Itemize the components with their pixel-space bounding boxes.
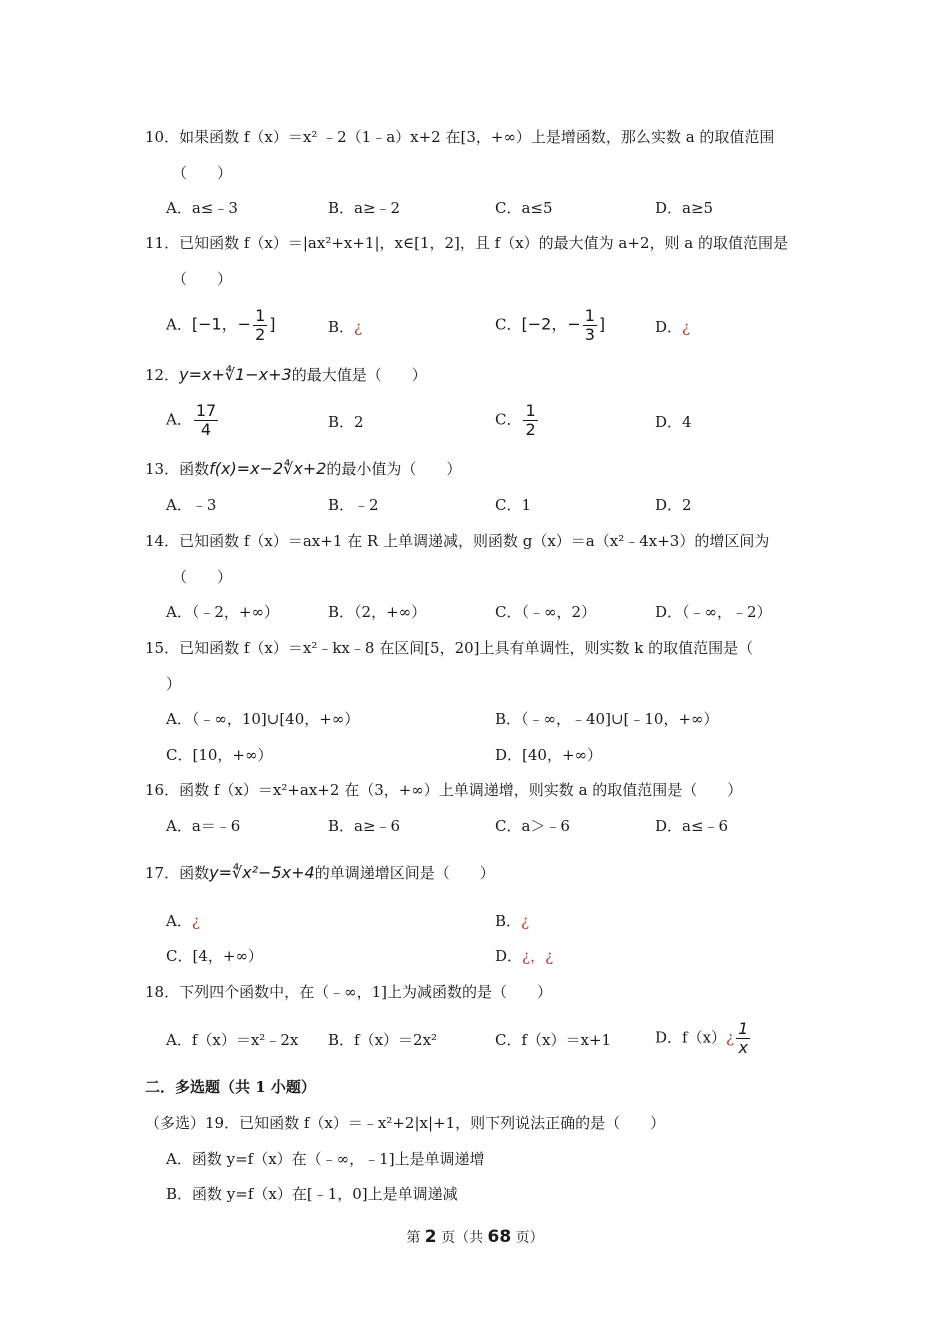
q12-option-c — [495, 402, 540, 439]
q12-option-a — [166, 402, 220, 439]
q17-option-d — [495, 946, 553, 966]
q18-option-d-label: D．f（x） — [655, 1028, 727, 1047]
q11-option-a-value: [−1，− — [191, 314, 252, 334]
q10-paren: （ ） — [172, 164, 233, 182]
q16-option-d: D．a≤﹣6 — [655, 817, 729, 835]
fraction-denominator: 2 — [525, 420, 536, 439]
fraction-denominator: 3 — [584, 325, 595, 344]
q15-option-c: C．[10，+∞） — [166, 746, 273, 764]
q11-option-a-label: A． — [166, 315, 192, 334]
q14-paren: （ ） — [172, 568, 233, 586]
footer-suffix: 页） — [515, 1230, 544, 1246]
q17-formula: y=∜x²−5x+4 — [209, 863, 315, 882]
q14-option-b: B．（2，+∞） — [328, 603, 427, 621]
q18-option-d-mark: ¿ — [726, 1028, 735, 1047]
q13-option-b: B．﹣2 — [328, 496, 379, 514]
q10-option-a: A．a≤﹣3 — [166, 199, 238, 217]
q19-stem: （多选）19．已知函数 f（x）＝﹣x²+2|x|+1，则下列说法正确的是（ ） — [145, 1114, 666, 1132]
q12-option-b: B．2 — [328, 413, 364, 431]
q13-formula: f(x)=x−2∜x+2 — [209, 459, 327, 478]
section-heading: 二．多选题（共 1 小题） — [145, 1078, 316, 1096]
q11-option-c-tail: ] — [598, 314, 606, 334]
q11-option-d-label: D． — [655, 318, 683, 336]
q13-stem — [145, 459, 461, 479]
q11-option-c-value: [−2，− — [521, 314, 581, 334]
q17-option-a-label: A． — [166, 912, 192, 930]
q15-option-d: D．[40，+∞） — [495, 746, 603, 764]
q18-option-b: B．f（x）＝2x² — [328, 1031, 438, 1049]
q17-option-a — [166, 911, 200, 931]
q13-stem-text: 的最小值为（ ） — [326, 460, 462, 478]
q12-option-d: D．4 — [655, 413, 692, 431]
q19-option-a: A．函数 y=f（x）在（﹣∞，﹣1]上是单调递增 — [166, 1150, 485, 1168]
q14-option-c: C．（﹣∞，2） — [495, 603, 597, 621]
q13-prefix: 13．函数 — [145, 460, 210, 478]
q12-stem-text: 的最大值是（ ） — [291, 366, 427, 384]
q12-option-c-fraction — [523, 402, 537, 439]
q13-option-a: A．﹣3 — [166, 496, 217, 514]
q11-option-b-label: B． — [328, 318, 355, 336]
q17-option-b-value: ¿ — [521, 912, 530, 930]
q11-option-a — [166, 307, 276, 344]
fraction-numerator: 1 — [525, 401, 536, 420]
q11-option-d — [655, 317, 690, 337]
footer-prefix: 第 — [406, 1230, 421, 1246]
q11-option-c-label: C． — [495, 315, 522, 334]
q17-option-b-label: B． — [495, 912, 522, 930]
q10-option-b: B．a≥﹣2 — [328, 199, 401, 217]
q13-option-c: C．1 — [495, 496, 532, 514]
q15-stem: 15．已知函数 f（x）＝x²﹣kx﹣8 在区间[5，20]上具有单调性，则实数 k 的取值范围是（ — [145, 639, 754, 657]
q15-option-a: A．（﹣∞，10]∪[40，+∞） — [166, 710, 360, 728]
q11-option-c-fraction — [583, 307, 597, 344]
q18-option-d-fraction — [736, 1020, 750, 1057]
q11-paren: （ ） — [172, 270, 233, 288]
q17-option-c: C．[4，+∞） — [166, 947, 263, 965]
fraction-denominator: 4 — [200, 420, 212, 439]
q15-paren: ） — [166, 675, 182, 693]
footer-middle: 页（共 — [441, 1230, 484, 1246]
q10-option-c: C．a≤5 — [495, 199, 553, 217]
q12-stem: 12．y=x+∜1−x+3的最大值是（ ） — [145, 365, 427, 384]
fraction-numerator: 1 — [584, 306, 595, 325]
fraction-numerator: 1 — [255, 306, 266, 325]
q16-stem: 16．函数 f（x）＝x²+ax+2 在（3，+∞）上单调递增，则实数 a 的取值范围是（ ） — [145, 781, 743, 799]
q10-stem: 10．如果函数 f（x）＝x² ﹣2（1﹣a）x+2 在[3，+∞）上是增函数，那么实数 a 的取值范围 — [145, 128, 775, 146]
page-footer — [0, 1227, 950, 1247]
q17-stem-text: 的单调递增区间是（ ） — [314, 864, 495, 882]
q14-option-a: A．（﹣2，+∞） — [166, 603, 279, 621]
q11-option-c — [495, 307, 605, 344]
fraction-numerator: 1 — [738, 1019, 749, 1038]
q11-option-b-value: ¿ — [354, 318, 363, 336]
q18-stem: 18．下列四个函数中，在（﹣∞，1]上为减函数的是（ ） — [145, 983, 552, 1001]
q11-option-b — [328, 317, 362, 337]
q17-option-d-value: ¿，¿ — [522, 947, 554, 965]
q12-option-a-fraction — [194, 402, 218, 439]
q19-option-b: B．函数 y=f（x）在[﹣1，0]上是单调递减 — [166, 1185, 458, 1203]
q18-option-d — [655, 1020, 752, 1057]
page-number: 2 — [424, 1227, 437, 1247]
q12-option-a-label: A． — [166, 410, 192, 429]
q18-option-a: A．f（x）＝x²﹣2x — [166, 1031, 299, 1049]
q18-option-c: C．f（x）＝x+1 — [495, 1031, 612, 1049]
total-pages: 68 — [487, 1227, 512, 1247]
q17-option-d-label: D． — [495, 947, 523, 965]
q11-option-a-tail: ] — [269, 314, 276, 334]
q14-stem: 14．已知函数 f（x）＝ax+1 在 R 上单调递减，则函数 g（x）＝a（x²﹣4x+3）的增区间为 — [145, 532, 770, 550]
q12-formula: y=x+∜1−x+3 — [179, 365, 292, 384]
q12-option-c-label: C． — [495, 410, 522, 429]
q13-option-d: D．2 — [655, 496, 692, 514]
q11-stem: 11．已知函数 f（x）＝|ax²+x+1|，x∈[1，2]，且 f（x）的最大值为 a+2，则 a 的取值范围是 — [145, 234, 788, 252]
q17-stem — [145, 863, 495, 883]
q17-option-b — [495, 911, 529, 931]
q10-option-d: D．a≥5 — [655, 199, 714, 217]
q17-option-a-value: ¿ — [191, 912, 200, 930]
q16-option-c: C．a＞﹣6 — [495, 817, 570, 835]
q11-option-d-value: ¿ — [682, 318, 691, 336]
fraction-numerator: 17 — [195, 401, 217, 420]
q15-option-b: B．（﹣∞，﹣40]∪[﹣10，+∞） — [495, 710, 719, 728]
q16-option-a: A．a＝﹣6 — [166, 817, 241, 835]
fraction-denominator: 2 — [255, 325, 266, 344]
q17-prefix: 17．函数 — [145, 864, 210, 882]
q16-option-b: B．a≥﹣6 — [328, 817, 401, 835]
q11-option-a-fraction — [253, 307, 267, 344]
q14-option-d: D．（﹣∞，﹣2） — [655, 603, 772, 621]
fraction-denominator: x — [738, 1038, 748, 1057]
